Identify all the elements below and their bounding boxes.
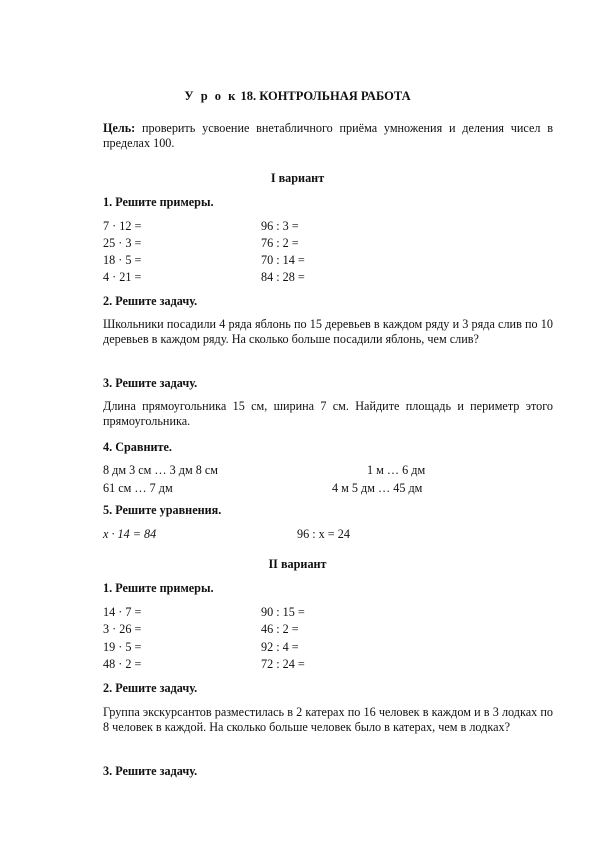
title-prefix: У р о к [184,89,238,103]
v1-task4-heading: 4. Сравните. [103,440,172,454]
v1-compare: 4 м 5 дм … 45 дм [332,481,423,495]
v2-task1-heading: 1. Решите примеры. [103,581,214,595]
v1-example: 76 : 2 = [261,236,299,250]
title-rest: 18. КОНТРОЛЬНАЯ РАБОТА [240,89,411,103]
v2-example: 46 : 2 = [261,622,299,636]
v2-example: 14 · 7 = [103,605,142,619]
v2-example: 92 : 4 = [261,640,299,654]
v1-equation: 96 : x = 24 [297,527,350,541]
v1-compare: 8 дм 3 см … 3 дм 8 см [103,463,219,477]
v2-task2-text: Группа экскурсантов разместилась в 2 катерах по 16 человек в каждом и в 3 лодках по 8 человек в каждой. На сколько больше человек было в катерах, чем в лодках? [103,705,553,734]
v2-task2-heading: 2. Решите задачу. [103,681,198,695]
v2-example: 3 · 26 = [103,622,142,636]
goal-text: проверить усвоение внетабличного приёма умножения и деления чисел в пределах 100. [103,121,554,150]
v1-example: 70 : 14 = [261,253,305,267]
goal-paragraph [103,121,553,151]
goal-label: Цель: [103,121,136,135]
v1-task2-text: Школьники посадили 4 ряда яблонь по 15 деревьев в каждом ряду и 3 ряда слив по 10 деревьев в каждом ряду. На сколько больше посадили яблонь, чем слив? [103,317,553,346]
v2-example: 19 · 5 = [103,640,142,654]
page-title [0,89,595,104]
v1-compare: 61 см … 7 дм [103,481,173,495]
v1-task3-text: Длина прямоугольника 15 см, ширина 7 см. Найдите площадь и периметр этого прямоугольника. [103,399,553,428]
v2-example: 90 : 15 = [261,605,305,619]
v1-example: 7 · 12 = [103,219,142,233]
v1-example: 4 · 21 = [103,270,142,284]
v1-task5-heading: 5. Решите уравнения. [103,503,222,517]
v1-compare: 1 м … 6 дм [367,463,426,477]
v2-example: 72 : 24 = [261,657,305,671]
v2-example: 48 · 2 = [103,657,142,671]
v1-example: 25 · 3 = [103,236,142,250]
v1-task2-heading: 2. Решите задачу. [103,294,198,308]
variant2-heading: II вариант [268,557,327,571]
v1-example: 96 : 3 = [261,219,299,233]
variant1-heading: I вариант [270,171,325,185]
v1-equation: x · 14 = 84 [103,527,157,541]
v1-example: 18 · 5 = [103,253,142,267]
v1-example: 84 : 28 = [261,270,305,284]
v1-task3-heading: 3. Решите задачу. [103,376,198,390]
v2-task3-heading: 3. Решите задачу. [103,764,198,778]
v1-task1-heading: 1. Решите примеры. [103,195,214,209]
